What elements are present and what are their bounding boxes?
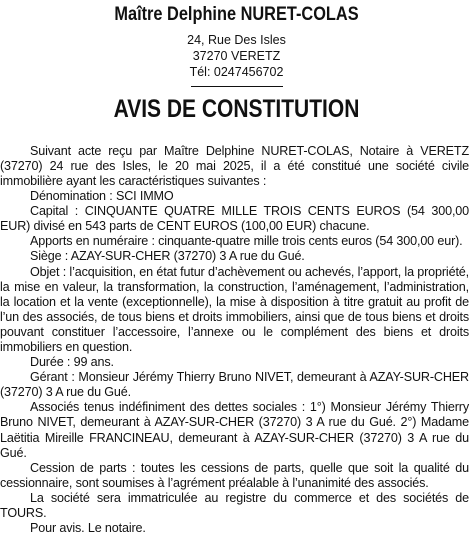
notary-name: Maître Delphine NURET-COLAS xyxy=(114,4,359,25)
paragraph-cession: Cession de parts : toutes les cessions de parts, quelle que soit la qualité du cessionnaire, sont soumises à l’agrément préalable à l’unanimité des associés. xyxy=(0,460,469,490)
paragraph-gerant: Gérant : Monsieur Jérémy Thierry Bruno NIVET, demeurant à AZAY-SUR-CHER (37270) 3 A rue du Gué. xyxy=(0,370,469,400)
paragraph-siege: Siège : AZAY-SUR-CHER (37270) 3 A rue du Gué. xyxy=(30,249,305,264)
notice-title: AVIS DE CONSTITUTION xyxy=(113,95,360,123)
paragraph-signature: Pour avis. Le notaire. xyxy=(30,521,146,536)
address-street: 24, Rue Des Isles xyxy=(187,33,286,47)
notary-address xyxy=(0,32,473,80)
address-city: 37270 VERETZ xyxy=(192,49,281,63)
paragraph-denomination: Dénomination : SCI IMMO xyxy=(30,189,174,204)
paragraph-intro: Suivant acte reçu par Maître Delphine NURET-COLAS, Notaire à VERETZ (37270) 24 rue des Isles, le 20 mai 2025, il a été constitué une société civile immobilière ayant les caractéristiques suivantes : xyxy=(0,143,469,188)
notice-body xyxy=(0,144,473,536)
header-divider xyxy=(191,86,283,87)
paragraph-apports: Apports en numéraire : cinquante-quatre mille trois cents euros (54 300,00 eur). xyxy=(30,234,463,249)
paragraph-capital: Capital : CINQUANTE QUATRE MILLE TROIS CENTS EUROS (54 300,00 EUR) divisé en 543 parts de CENT EUROS (100,00 EUR) chacune. xyxy=(0,204,469,234)
paragraph-immatriculation: La société sera immatriculée au registre du commerce et des sociétés de TOURS. xyxy=(0,490,469,520)
address-phone: Tél: 0247456702 xyxy=(189,65,284,79)
paragraph-objet: Objet : l’acquisition, en état futur d’achèvement ou achevés, l’apport, la propriété, la mise en valeur, la transformation, la construction, l’aménagement, l’administration, la location et la vente (exceptionnelle), la mise à disposition à titre gratuit au profit de l’un des associés, de tous biens et droits immobiliers, ainsi que de tous biens et droits pouvant constituer l’accessoire, l’annexe ou le complément des biens et droits immobiliers en question. xyxy=(0,264,469,354)
paragraph-duree: Durée : 99 ans. xyxy=(30,355,114,370)
paragraph-associes: Associés tenus indéfiniment des dettes sociales : 1°) Monsieur Jérémy Thierry Bruno NIVET, demeurant à AZAY-SUR-CHER (37270) 3 A rue du Gué. 2°) Madame Laëtitia Mireille FRANCINEAU, demeurant à AZAY-SUR-CHER (37270) 3 A rue du Gué. xyxy=(0,400,469,460)
